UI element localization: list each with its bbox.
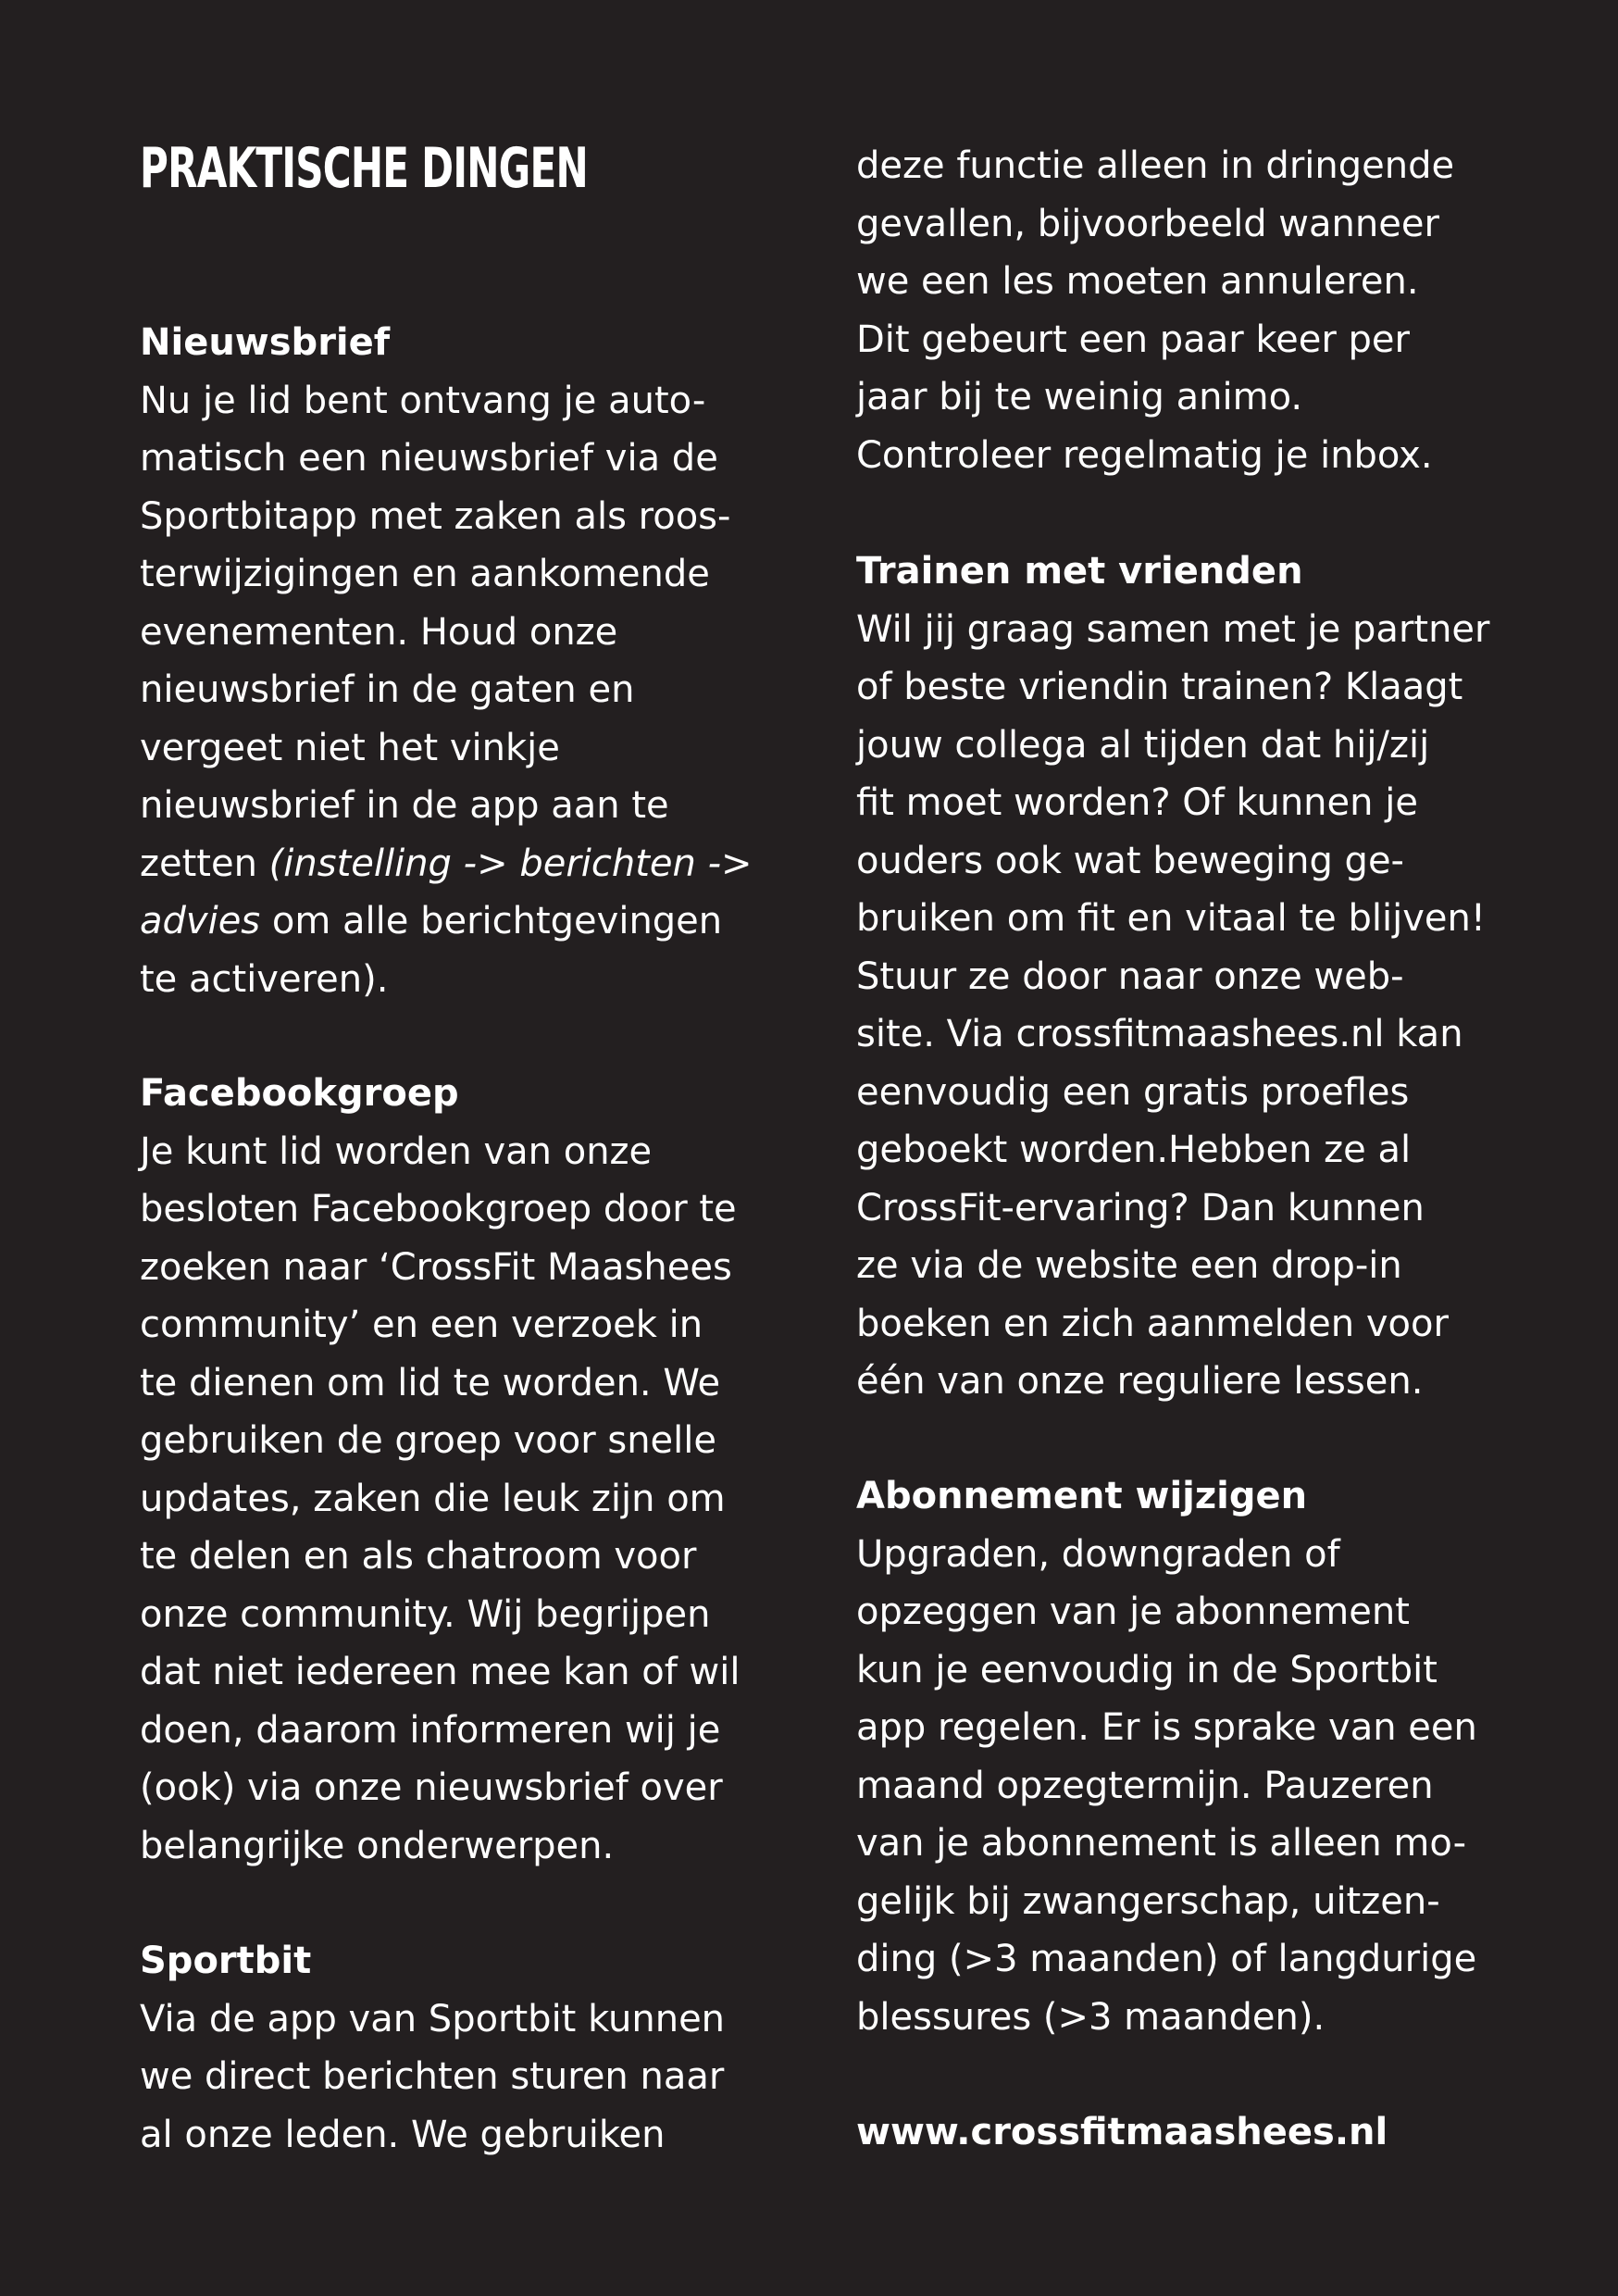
body-line: te delen en als chatroom voor [140,1535,697,1578]
body-line: boeken en zich aanmelden voor [856,1302,1449,1345]
body-line: we een les moeten annuleren. [856,260,1419,303]
section-heading-nieuwsbrief: Nieuwsbrief [140,321,391,364]
body-line: Sportbitapp met zaken als roos- [140,494,731,538]
section-abonnement [856,1467,1477,2046]
page-title: PRAKTISCHE DINGEN [140,136,588,201]
body-line: deze functie alleen in dringende [856,144,1455,187]
body-line: updates, zaken die leuk zijn om [140,1477,726,1520]
body-line: nieuwsbrief in de gaten en [140,668,635,711]
body-line: Dit gebeurt een paar keer per [856,318,1410,361]
section-trainen [856,543,1489,1411]
body-line: jouw collega al tijden dat hij/zij [856,723,1430,767]
body-line: ouders ook wat beweging ge- [856,839,1404,882]
body-line: we direct berichten sturen naar [140,2055,725,2098]
body-text: zetten [140,842,269,885]
body-line: doen, daarom informeren wij je [140,1708,721,1752]
body-line: belangrijke onderwerpen. [140,1824,615,1867]
settings-path-text: advies [140,900,261,942]
body-line: zoeken naar ‘CrossFit Maashees [140,1245,732,1289]
body-line: of beste vriendin trainen? Klaagt [856,666,1463,708]
section-facebookgroep [140,1065,741,1875]
body-line: Controleer regelmatig je inbox. [856,433,1433,477]
body-line: app regelen. Er is sprake van een [856,1706,1477,1749]
body-line: één van onze reguliere lessen. [856,1360,1424,1403]
body-line: site. Via crossfitmaashees.nl kan [856,1013,1463,1055]
section-sportbit-continued [856,137,1454,484]
body-line: CrossFit-ervaring? Dan kunnen [856,1186,1425,1229]
body-line: gevallen, bijvoorbeeld wanneer [856,202,1439,245]
body-line: van je abonnement is alleen mo- [856,1822,1467,1865]
body-line: fit moet worden? Of kunnen je [856,781,1418,824]
body-line: te activeren). [140,957,389,1001]
section-heading-abonnement: Abonnement wijzigen [856,1475,1308,1517]
body-line: Via de app van Sportbit kunnen [140,1997,726,2040]
body-line: Wil jij graag samen met je partner [856,607,1490,651]
body-line: onze community. Wij begrijpen [140,1592,711,1636]
website-url: www.crossfitmaashees.nl [856,2111,1388,2153]
body-line: bruiken om fit en vitaal te blijven! [856,897,1486,940]
body-line: geboekt worden.Hebben ze al [856,1129,1412,1171]
body-line: maand opzegtermijn. Pauzeren [856,1764,1434,1807]
body-line: Je kunt lid worden van onze [140,1129,653,1173]
body-line: evenementen. Houd onze [140,610,618,654]
body-line: jaar bij te weinig animo. [856,376,1303,418]
body-line: nieuwsbrief in de app aan te [140,784,669,827]
body-line: (ook) via onze nieuwsbrief over [140,1766,723,1809]
body-line: Stuur ze door naar onze web- [856,955,1404,998]
body-line: community’ en een verzoek in [140,1304,703,1346]
body-line: ze via de website een drop-in [856,1244,1402,1287]
body-line: gebruiken de groep voor snelle [140,1419,716,1462]
body-line: matisch een nieuwsbrief via de [140,437,718,480]
body-line: kun je eenvoudig in de Sportbit [856,1648,1438,1691]
body-line: Nu je lid bent ontvang je auto- [140,379,706,422]
body-line: ding (>3 maanden) of langdurige [856,1938,1477,1980]
body-line: gelijk bij zwangerschap, uitzen- [856,1879,1440,1923]
body-line [140,892,753,951]
section-nieuwsbrief [140,314,753,1008]
section-heading-facebookgroep: Facebookgroep [140,1072,459,1115]
body-line: vergeet niet het vinkje [140,726,560,769]
body-line: terwijzigingen en aankomende [140,553,710,595]
section-heading-trainen: Trainen met vrienden [856,550,1303,593]
body-line: al onze leden. We gebruiken [140,2113,666,2156]
section-sportbit [140,1932,725,2164]
body-line [140,835,753,893]
body-line: opzeggen van je abonnement [856,1591,1410,1633]
body-line: te dienen om lid te worden. We [140,1361,721,1404]
section-heading-sportbit: Sportbit [140,1940,312,1982]
body-line: Upgraden, downgraden of [856,1532,1340,1576]
body-line: dat niet iedereen mee kan of wil [140,1651,741,1693]
body-line: besloten Facebookgroep door te [140,1188,737,1230]
body-line: eenvoudig een gratis proefles [856,1070,1410,1114]
settings-path-text: (instelling -> berichten -> [268,842,753,885]
body-text: om alle berichtgevingen [260,900,723,942]
body-line: blessures (>3 maanden). [856,1995,1326,2039]
